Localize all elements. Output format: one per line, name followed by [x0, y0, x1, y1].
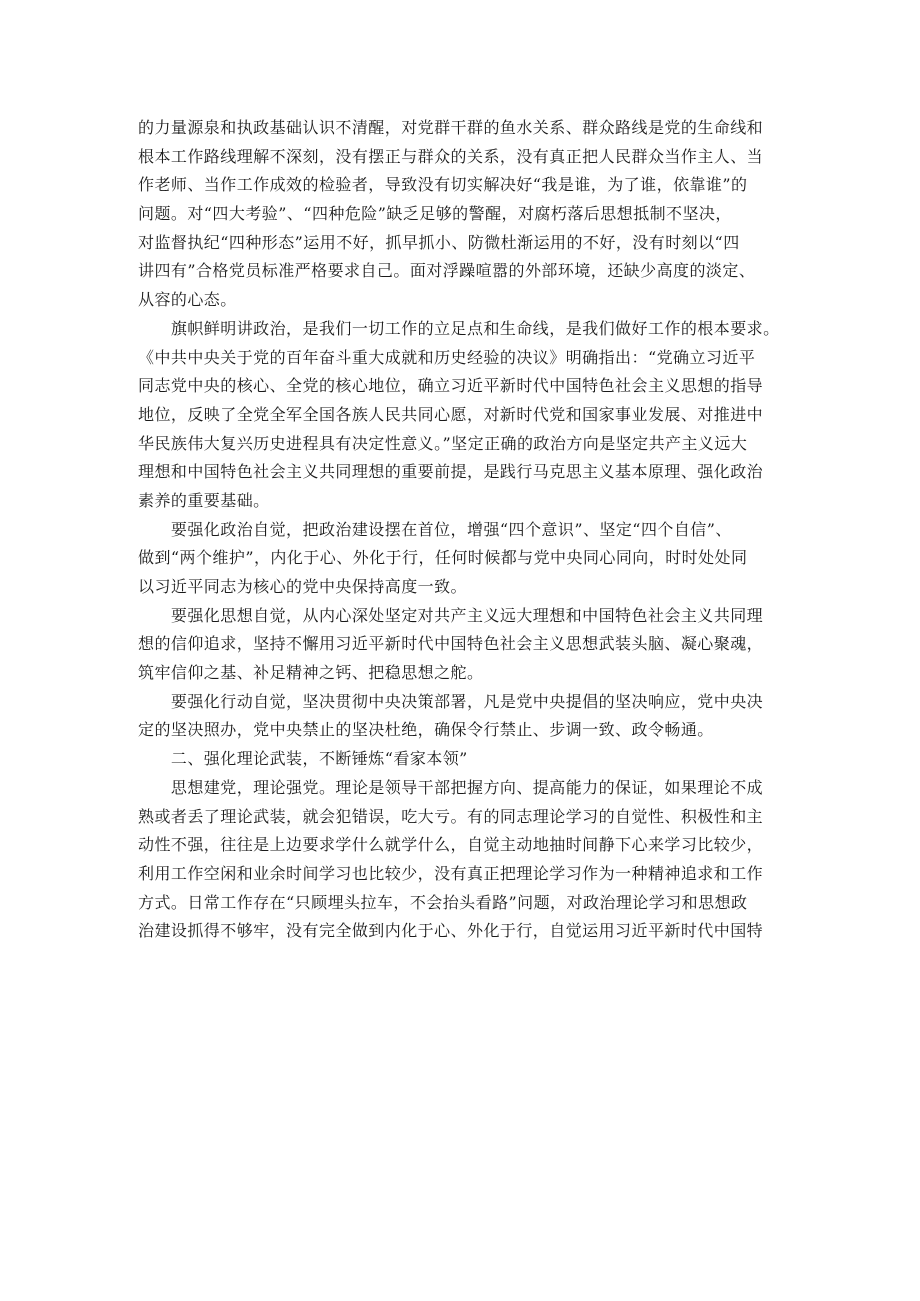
text-line: 定的坚决照办，党中央禁止的坚决杜绝，确保令行禁止、步调一致、政令畅通。 [138, 720, 714, 740]
text-line: 思想建党，理论强党。理论是领导干部把握方向、提高能力的保证，如果理论不成 [138, 777, 764, 797]
section-heading [138, 745, 798, 774]
text-line: 的力量源泉和执政基础认识不清醒，对党群干群的鱼水关系、群众路线是党的生命线和 [138, 118, 764, 137]
text-line: 要强化行动自觉，坚决贯彻中央决策部署，凡是党中央提倡的坚决响应，党中央决 [138, 691, 764, 711]
text-line: 利用工作空闲和业余时间学习也比较少，没有真正把理论学习作为一种精神追求和工作 [138, 863, 764, 883]
text-line: 作老师、当作工作成效的检验者，导致没有切实解决好“我是谁，为了谁，依靠谁”的 [138, 175, 748, 195]
text-line: 以习近平同志为核心的党中央保持高度一致。 [138, 577, 468, 596]
paragraph-7 [138, 774, 798, 946]
text-line: 想的信仰追求，坚持不懈用习近平新时代中国特色社会主义思想武装头脑、凝心聚魂， [138, 634, 764, 654]
paragraph-3 [138, 516, 798, 602]
document-body [138, 114, 798, 946]
text-line: 对监督执纪“四种形态”运用不好，抓早抓小、防微杜渐运用的不好，没有时刻以“四 [138, 232, 740, 252]
text-line: 旗帜鲜明讲政治，是我们一切工作的立足点和生命线，是我们做好工作的根本要求。 [138, 318, 780, 338]
text-line: 熟或者丢了理论武装，就会犯错误，吃大亏。有的同志理论学习的自觉性、积极性和主 [138, 806, 764, 826]
text-line: 素养的重要基础。 [138, 490, 270, 510]
text-line: 根本工作路线理解不深刻，没有摆正与群众的关系，没有真正把人民群众当作主人、当 [138, 146, 764, 166]
text-line: 做到“两个维护”，内化于心、外化于行，任何时候都与党中央同心同向，时时处处同 [138, 548, 748, 568]
text-line: 讲四有”合格党员标准严格要求自己。面对浮躁喧嚣的外部环境，还缺少高度的淡定、 [138, 261, 756, 281]
text-line: 筑牢信仰之基、补足精神之钙、把稳思想之舵。 [138, 663, 484, 683]
text-line: 从容的心态。 [138, 290, 237, 310]
text-line: 问题。对“四大考验”、“四种危险”缺乏足够的警醒，对腐朽落后思想抵制不坚决， [138, 204, 732, 224]
text-line: 理想和中国特色社会主义共同理想的重要前提，是践行马克思主义基本原理、强化政治 [138, 462, 764, 482]
text-line: 《中共中央关于党的百年奋斗重大成就和历史经验的决议》明确指出：“党确立习近平 [138, 347, 756, 367]
text-line: 地位，反映了全党全军全国各族人民共同心愿，对新时代党和国家事业发展、对推进中 [138, 404, 764, 424]
text-line: 方式。日常工作存在“只顾埋头拉车，不会抬头看路”问题，对政治理论学习和思想政 [138, 892, 748, 912]
text-line: 同志党中央的核心、全党的核心地位，确立习近平新时代中国特色社会主义思想的指导 [138, 376, 764, 396]
text-line: 治建设抓得不够牢，没有完全做到内化于心、外化于行，自觉运用习近平新时代中国特 [138, 921, 764, 941]
heading-text: 二、强化理论武装，不断锤炼“看家本领” [138, 749, 468, 769]
text-line: 动性不强，往往是上边要求学什么就学什么，自觉主动地抽时间静下心来学习比较少， [138, 835, 764, 855]
text-line: 华民族伟大复兴历史进程具有决定性意义。”坚定正确的政治方向是坚定共产主义远大 [138, 433, 748, 453]
paragraph-5 [138, 688, 798, 745]
text-line: 要强化政治自觉，把政治建设摆在首位，增强“四个意识”、坚定“四个自信”、 [138, 519, 732, 539]
paragraph-4 [138, 602, 798, 688]
paragraph-2 [138, 315, 798, 516]
paragraph-1 [138, 114, 798, 315]
text-line: 要强化思想自觉，从内心深处坚定对共产主义远大理想和中国特色社会主义共同理 [138, 605, 764, 625]
